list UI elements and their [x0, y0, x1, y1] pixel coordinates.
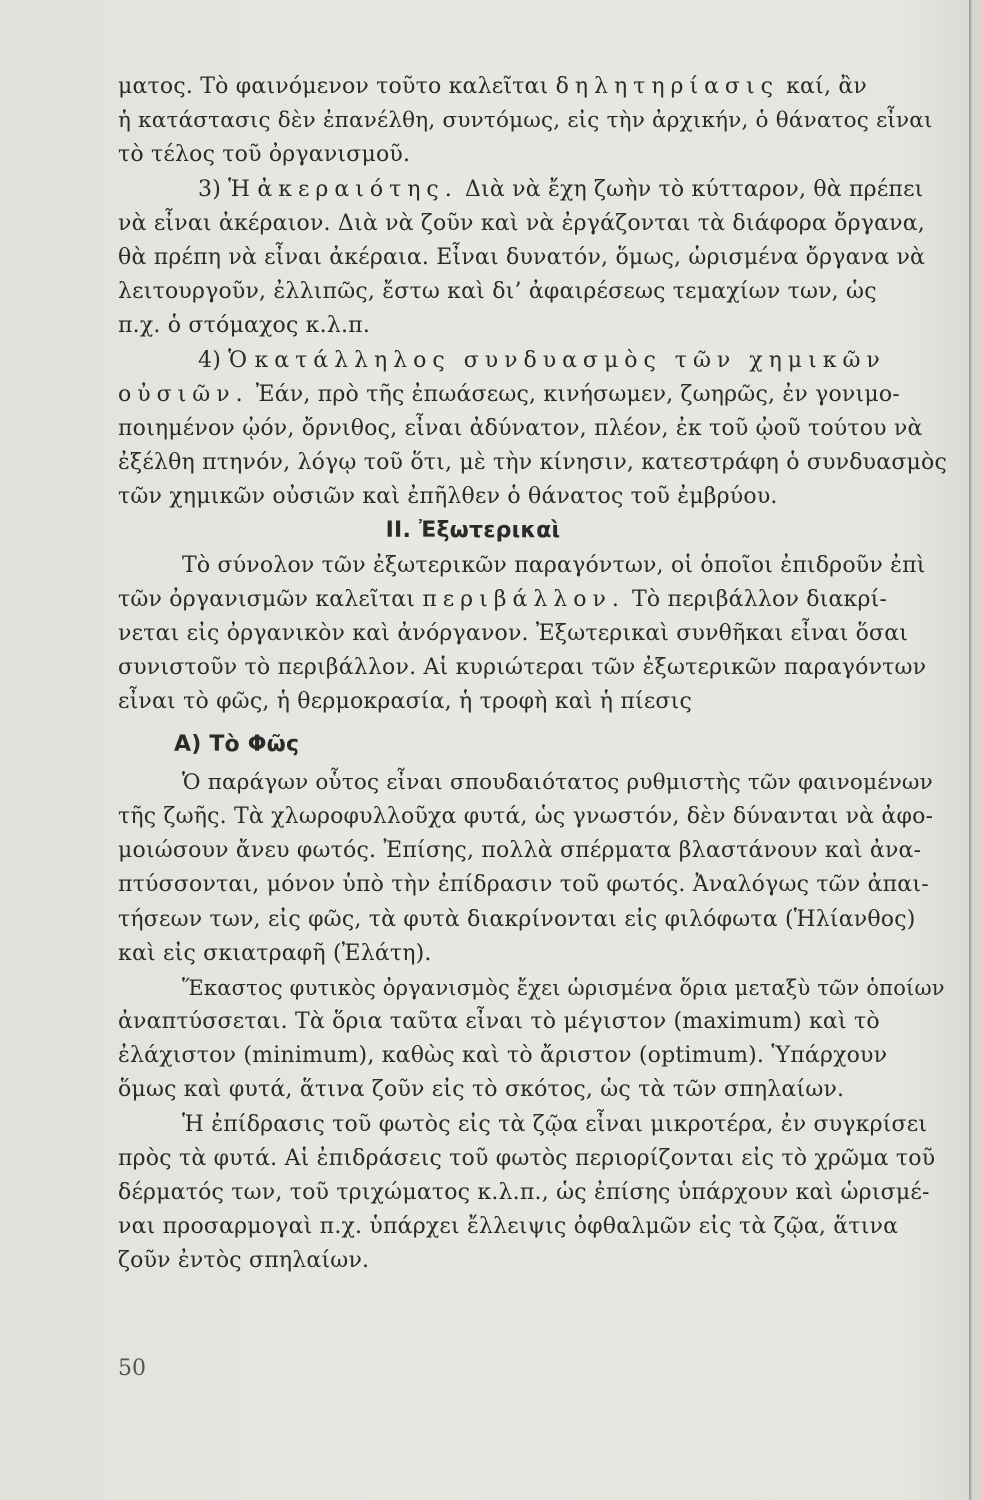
text-line: 3) Ἡ ἀκεραιότης. Διὰ νὰ ἔχη ζωὴν τὸ κύτταρον, θὰ πρέπει: [198, 176, 924, 202]
spaced-term: ἀκεραιότης.: [257, 176, 458, 202]
text-line: Ἡ ἐπίδρασις τοῦ φωτὸς εἰς τὰ ζῷα εἶναι μικροτέρα, ἐν συγκρίσει: [182, 1111, 928, 1137]
spaced-term: περιβάλλον.: [422, 586, 625, 612]
spaced-term: δηλητηρίασις: [555, 74, 779, 99]
page-edge: [972, 0, 982, 1500]
text-line: δέρματός των, τοῦ τριχώματος κ.λ.π., ὡς ἐπίσης ὑπάρχουν καὶ ὡρισμέ-: [118, 1180, 930, 1205]
spaced-term: οὐσιῶν.: [118, 381, 249, 407]
text-line: τὸ τέλος τοῦ ὀργανισμοῦ.: [118, 142, 411, 168]
text-line: νὰ εἶναι ἀκέραιον. Διὰ νὰ ζοῦν καὶ νὰ ἐργάζονται τὰ διάφορα ὄργανα,: [118, 210, 925, 236]
text-line: ζοῦν ἐντὸς σπηλαίων.: [118, 1248, 370, 1274]
text-line: τῶν χημικῶν οὐσιῶν καὶ ἐπῆλθεν ὁ θάνατος τοῦ ἐμβρύου.: [118, 484, 778, 510]
page-binding-shadow: [969, 0, 972, 1500]
text-line: π.χ. ὁ στόμαχος κ.λ.π.: [118, 313, 371, 339]
text-line: μοιώσουν ἄνευ φωτός. Ἐπίσης, πολλὰ σπέρματα βλαστάνουν καὶ ἀνα-: [118, 838, 922, 864]
text-line: ματος. Τὸ φαινόμενον τοῦτο καλεῖται δηλητηρίασις καί, ἂν: [118, 74, 867, 99]
text-line: Ὁ παράγων οὗτος εἶναι σπουδαιότατος ρυθμιστὴς τῶν φαινομένων: [182, 769, 933, 795]
section-heading: ΙΙ. Ἐξωτερικαὶ: [385, 518, 561, 544]
text-line: τῆς ζωῆς. Τὰ χλωροφυλλοῦχα φυτά, ὡς γνωστόν, δὲν δύνανται νὰ ἀφο-: [118, 803, 934, 829]
text-line: καὶ εἰς σκιατραφῆ (Ἐλάτη).: [118, 940, 432, 966]
text-line: τῶν ὀργανισμῶν καλεῖται περιβάλλον. Τὸ περιβάλλον διακρί-: [118, 586, 888, 612]
text-line: εἶναι τὸ φῶς, ἡ θερμοκρασία, ἡ τροφὴ καὶ ἡ πίεσις: [118, 689, 693, 715]
text-line: οὐσιῶν. Ἐάν, πρὸ τῆς ἐπωάσεως, κινήσωμεν, ζωηρῶς, ἐν γονιμο-: [118, 381, 900, 407]
text-line: θὰ πρέπη νὰ εἶναι ἀκέραια. Εἶναι δυνατόν, ὅμως, ὡρισμένα ὄργανα νὰ: [118, 244, 926, 270]
text-line: ναι προσαρμογαὶ π.χ. ὑπάρχει ἔλλειψις ὀφθαλμῶν εἰς τὰ ζῷα, ἅτινα: [118, 1214, 899, 1240]
text-line: 4) Ὁ κατάλληλος συνδυασμὸς τῶν χημικῶν: [198, 347, 886, 373]
text-line: συνιστοῦν τὸ περιβάλλον. Αἱ κυριώτεραι τῶν ἐξωτερικῶν παραγόντων: [118, 655, 927, 681]
text-line: ἡ κατάστασις δὲν ἐπανέλθη, συντόμως, εἰς τὴν ἀρχικήν, ὁ θάνατος εἶναι: [118, 108, 933, 134]
text-line: ἐξέλθη πτηνόν, λόγῳ τοῦ ὅτι, μὲ τὴν κίνησιν, κατεστράφη ὁ συνδυασμὸς: [118, 450, 947, 476]
text-line: ποιημένον ᾠόν, ὄρνιθος, εἶναι ἀδύνατον, πλέον, ἐκ τοῦ ᾠοῦ τούτου νὰ: [118, 415, 923, 441]
text-line: τήσεων των, εἰς φῶς, τὰ φυτὰ διακρίνονται εἰς φιλόφωτα (Ἡλίανθος): [118, 906, 916, 932]
text-line: πρὸς τὰ φυτά. Αἱ ἐπιδράσεις τοῦ φωτὸς περιορίζονται εἰς τὸ χρῶμα τοῦ: [118, 1145, 936, 1171]
text-line: ἀναπτύσσεται. Τὰ ὅρια ταῦτα εἶναι τὸ μέγιστον (maximum) καὶ τὸ: [118, 1009, 880, 1035]
spaced-term: κατάλληλος συνδυασμὸς τῶν χημικῶν: [254, 347, 886, 373]
subsection-heading: Α) Τὸ Φῶς: [174, 731, 300, 757]
text-line: λειτουργοῦν, ἐλλιπῶς, ἔστω καὶ δι’ ἀφαιρέσεως τεμαχίων των, ὡς: [118, 279, 877, 305]
text-line: ὅμως καὶ φυτά, ἅτινα ζοῦν εἰς τὸ σκότος, ὡς τὰ τῶν σπηλαίων.: [118, 1077, 845, 1103]
body-text: [118, 70, 948, 1279]
text-line: Τὸ σύνολον τῶν ἐξωτερικῶν παραγόντων, οἱ ὁποῖοι ἐπιδροῦν ἐπὶ: [182, 552, 926, 578]
text-line: ἐλάχιστον (minimum), καθὼς καὶ τὸ ἄριστον (optimum). Ὑπάρχουν: [118, 1043, 888, 1069]
page-number: 50: [118, 1356, 146, 1381]
text-line: πτύσσονται, μόνον ὑπὸ τὴν ἐπίδρασιν τοῦ φωτός. Ἀναλόγως τῶν ἀπαι-: [118, 872, 929, 898]
text-line: Ἕκαστος φυτικὸς ὀργανισμὸς ἔχει ὡρισμένα ὅρια μεταξὺ τῶν ὁποίων: [182, 975, 945, 1000]
text-line: νεται εἰς ὀργανικὸν καὶ ἀνόργανον. Ἐξωτερικαὶ συνθῆκαι εἶναι ὅσαι: [118, 621, 909, 646]
